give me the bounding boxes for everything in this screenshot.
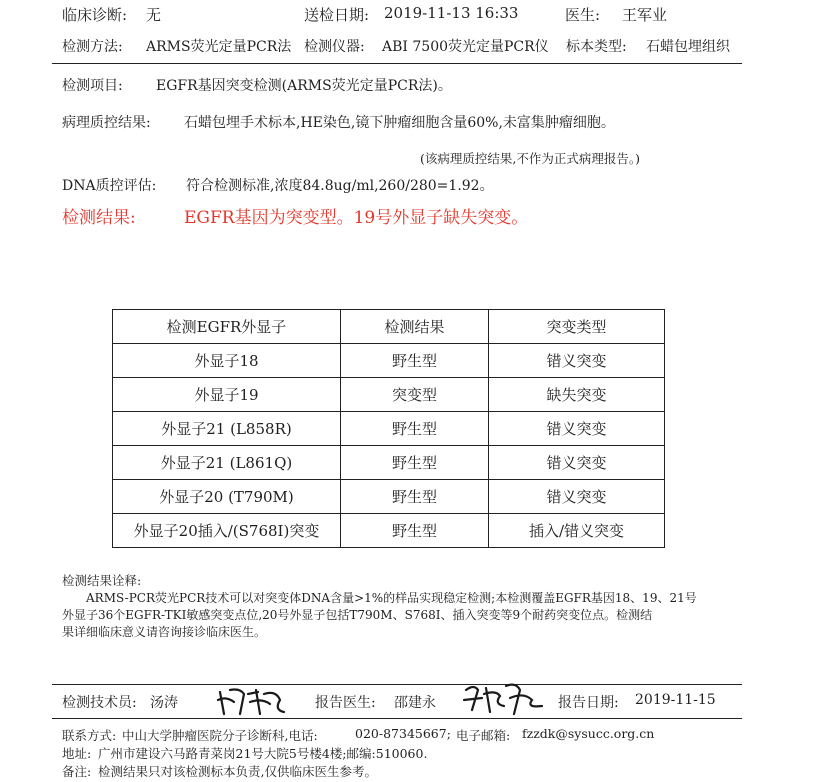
interpretation-line-1: ARMS-PCR荧光PCR技术可以对突变体DNA含量>1%的样品实现稳定检测;本检测覆盖EGFR基因18、19、21号 (86, 591, 697, 605)
cell-exon: 外显子19 (113, 378, 341, 412)
pathology-note: (该病理质控结果,不作为正式病理报告。) (420, 151, 640, 166)
email-label: 电子邮箱: (456, 728, 511, 743)
cell-mutation-type: 错义突变 (489, 344, 665, 378)
doctor-label: 医生: (565, 6, 601, 24)
note-value: 检测结果只对该检测标本负责,仅供临床医生参考。 (98, 764, 377, 779)
cell-result: 野生型 (341, 480, 489, 514)
table-row (113, 480, 665, 514)
report-doctor-value: 邵建永 (394, 695, 436, 711)
submit-date-value: 2019-11-13 16:33 (384, 4, 519, 22)
item-value: EGFR基因突变检测(ARMS荧光定量PCR法)。 (156, 78, 452, 94)
tech-value: 汤涛 (150, 695, 178, 711)
contact-phone: 020-87345667; (355, 726, 451, 741)
cell-result: 突变型 (341, 378, 489, 412)
report-doctor-label: 报告医生: (315, 695, 376, 711)
contact-email: fzzdk@sysucc.org.cn (522, 726, 655, 741)
result-label: 检测结果: (62, 208, 136, 228)
cell-result: 野生型 (341, 412, 489, 446)
col-header-result: 检测结果 (341, 310, 489, 344)
header-divider (52, 63, 742, 64)
submit-date-label: 送检日期: (304, 6, 370, 24)
cell-mutation-type: 错义突变 (489, 412, 665, 446)
diagnosis-label: 临床诊断: (62, 6, 128, 24)
note-label: 备注: (62, 764, 92, 779)
signoff-bottom-divider (52, 718, 742, 719)
dna-value: 符合检测标准,浓度84.8ug/ml,260/280=1.92。 (186, 178, 494, 194)
col-header-exon: 检测EGFR外显子 (113, 310, 341, 344)
cell-exon: 外显子20插入/(S768I)突变 (113, 514, 341, 548)
cell-exon: 外显子18 (113, 344, 341, 378)
table-row (113, 514, 665, 548)
table-row (113, 446, 665, 480)
col-header-mutation-type: 突变类型 (489, 310, 665, 344)
tech-signature (214, 684, 294, 718)
address-value: 广州市建设六马路青菜岗21号大院5号楼4楼;邮编:510060. (98, 746, 428, 761)
contact-value: 中山大学肿瘤医院分子诊断科,电话: (122, 728, 318, 743)
sample-type-label: 标本类型: (566, 39, 627, 55)
cell-mutation-type: 插入/错义突变 (489, 514, 665, 548)
table-header-row (113, 310, 665, 344)
signoff-top-divider (52, 684, 742, 685)
cell-mutation-type: 缺失突变 (489, 378, 665, 412)
table-row (113, 412, 665, 446)
contact-label: 联系方式: (62, 728, 117, 743)
cell-mutation-type: 错义突变 (489, 446, 665, 480)
method-label: 检测方法: (62, 39, 123, 55)
item-label: 检测项目: (62, 78, 123, 94)
cell-mutation-type: 错义突变 (489, 480, 665, 514)
table-row (113, 378, 665, 412)
report-date-value: 2019-11-15 (635, 692, 716, 708)
pathology-value: 石蜡包埋手术标本,HE染色,镜下肿瘤细胞含量60%,未富集肿瘤细胞。 (184, 115, 615, 131)
table-row (113, 344, 665, 378)
doctor-value: 王军业 (622, 6, 668, 24)
interpretation-line-3: 果详细临床意义请咨询接诊临床医生。 (62, 625, 267, 639)
diagnosis-value: 无 (146, 6, 162, 24)
instrument-value: ABI 7500荧光定量PCR仪 (382, 39, 549, 55)
report-date-label: 报告日期: (558, 695, 619, 711)
pathology-label: 病理质控结果: (62, 115, 151, 131)
cell-exon: 外显子20 (T790M) (113, 480, 341, 514)
exon-results-table (112, 309, 665, 548)
address-label: 地址: (62, 746, 92, 761)
result-value: EGFR基因为突变型。19号外显子缺失突变。 (184, 208, 529, 228)
cell-result: 野生型 (341, 344, 489, 378)
dna-label: DNA质控评估: (62, 178, 157, 194)
tech-label: 检测技术员: (62, 695, 137, 711)
instrument-label: 检测仪器: (304, 39, 365, 55)
interpretation-line-2: 外显子36个EGFR-TKI敏感突变点位,20号外显子包括T790M、S768I、插入突变等9个耐药突变位点。检测结 (62, 608, 653, 622)
sample-type-value: 石蜡包埋组织 (646, 39, 730, 55)
report-doctor-signature (460, 680, 550, 718)
interpretation-title: 检测结果诠释: (62, 573, 142, 588)
cell-result: 野生型 (341, 446, 489, 480)
cell-result: 野生型 (341, 514, 489, 548)
cell-exon: 外显子21 (L861Q) (113, 446, 341, 480)
method-value: ARMS荧光定量PCR法 (146, 39, 292, 55)
cell-exon: 外显子21 (L858R) (113, 412, 341, 446)
